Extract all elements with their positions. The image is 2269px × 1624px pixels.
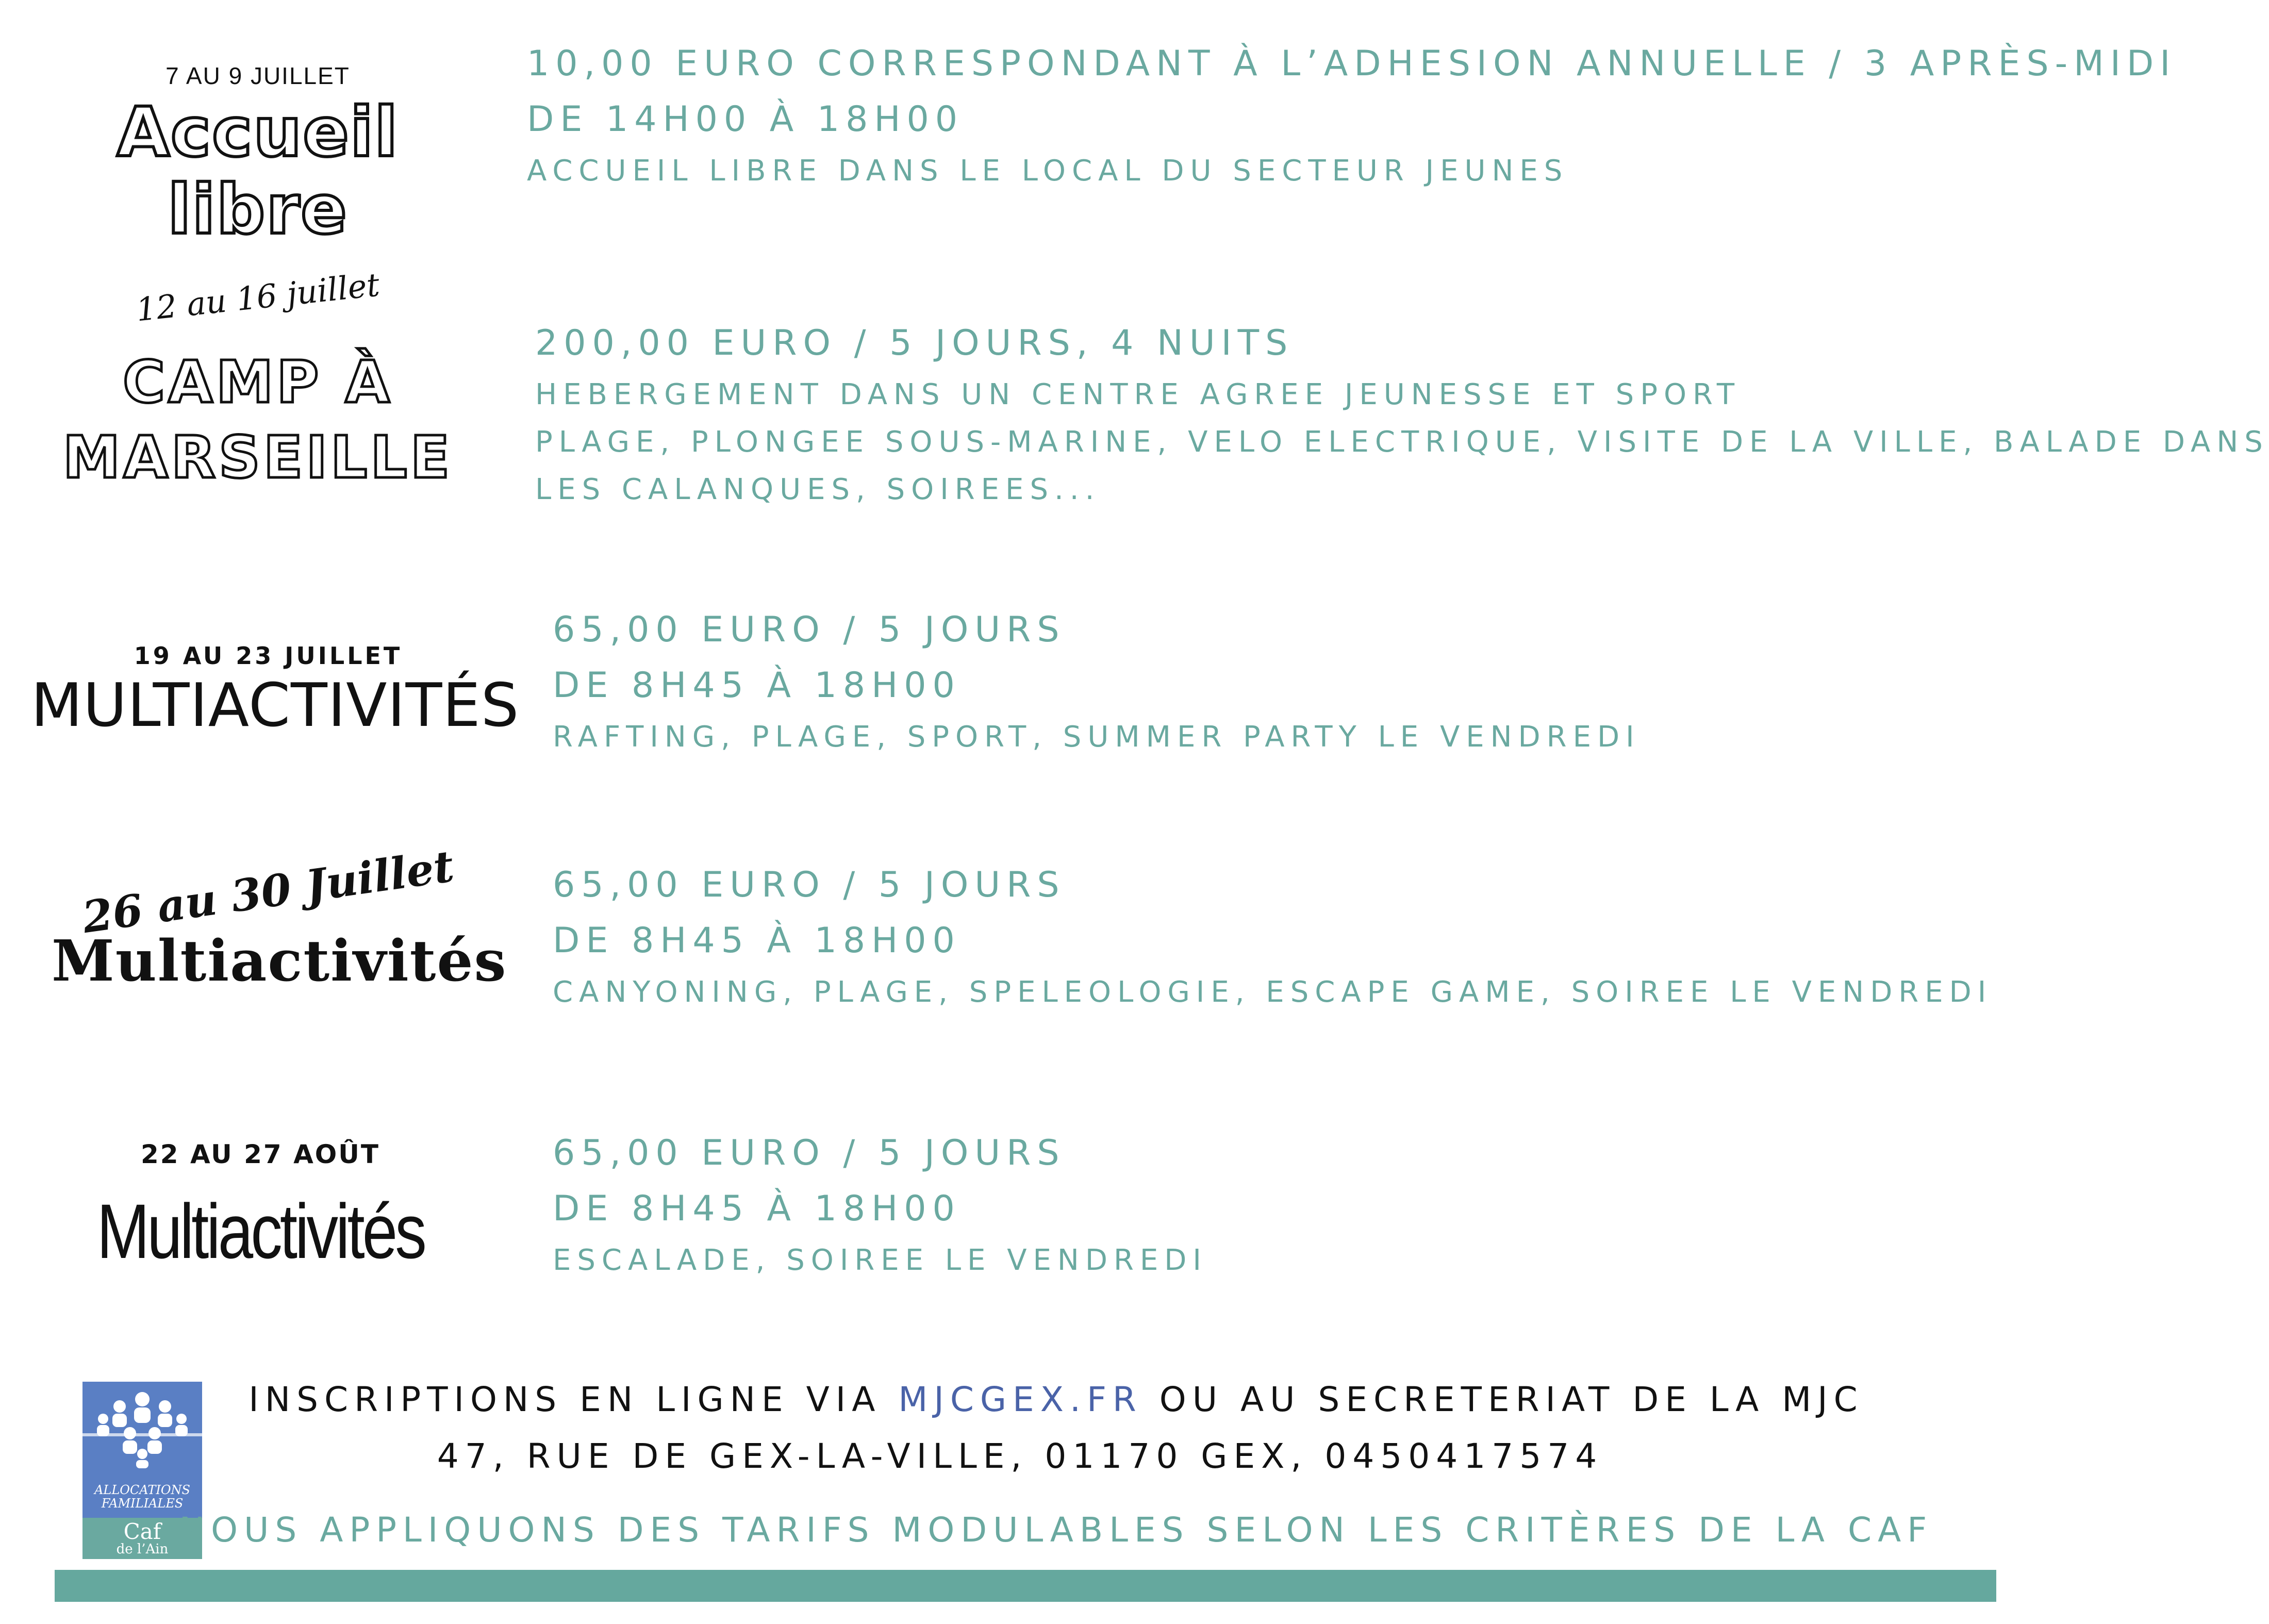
activity-1-description: ACCUEIL LIBRE DANS LE LOCAL DU SECTEUR JEUNES — [527, 154, 1569, 188]
footer-line-1-prefix: INSCRIPTIONS EN LIGNE VIA — [249, 1380, 899, 1419]
activity-4-description: CANYONING, PLAGE, SPELEOLOGIE, ESCAPE GAME, SOIREE LE VENDREDI — [553, 975, 1993, 1009]
activity-1-details — [527, 36, 2176, 195]
footer-line-1 — [41, 1371, 2071, 1428]
activity-1-title: Accueil libre — [117, 93, 399, 250]
activity-1-date: 7 AU 9 JUILLET — [165, 62, 350, 89]
activity-3-hours: DE 8H45 À 18H00 — [553, 665, 961, 706]
caf-label-line1: ALLOCATIONS — [94, 1483, 190, 1497]
activity-3-heading — [31, 642, 520, 742]
activity-1-price: 10,00 EURO CORRESPONDANT À L’ADHESION ANNUELLE / 3 APRÈS-MIDI — [527, 43, 2177, 84]
activity-4-price: 65,00 EURO / 5 JOURS — [553, 865, 1066, 905]
activity-3-details — [553, 602, 1641, 761]
activity-4-hours: DE 8H45 À 18H00 — [553, 920, 961, 961]
activity-3-date: 19 AU 23 JUILLET — [134, 642, 403, 670]
activity-4-title: Multiactivités — [52, 927, 507, 994]
activity-5-description: ESCALADE, SOIREE LE VENDREDI — [553, 1244, 1207, 1277]
activity-5-hours: DE 8H45 À 18H00 — [553, 1188, 961, 1229]
activity-4-heading — [52, 840, 507, 995]
activity-2-description-1: PLAGE, PLONGEE SOUS-MARINE, VELO ELECTRIQUE, VISITE DE LA VILLE, BALADE DANS — [535, 425, 2269, 459]
activity-3-description: RAFTING, PLAGE, SPORT, SUMMER PARTY LE VENDREDI — [553, 720, 1641, 754]
activity-5-date: 22 AU 27 AOÛT — [140, 1139, 380, 1169]
activity-4-date: 26 au 30 Juillet — [79, 840, 457, 943]
activity-5-details — [553, 1125, 1207, 1284]
activity-2-accommodation: HEBERGEMENT DANS UN CENTRE AGREE JEUNESSE ET SPORT — [535, 378, 1741, 411]
footer-bar — [55, 1570, 1996, 1602]
activity-2-title-line1: CAMP À — [122, 349, 393, 416]
mjcgex-link[interactable]: MJCGEX.FR — [898, 1380, 1142, 1419]
activity-5-price: 65,00 EURO / 5 JOURS — [553, 1133, 1066, 1173]
activity-3-title: MULTIACTIVITÉS — [31, 671, 520, 740]
caf-name: Caf — [123, 1519, 161, 1544]
caf-label-line2: FAMILIALES — [101, 1496, 184, 1511]
activity-4-details — [553, 857, 1992, 1016]
activity-3-price: 65,00 EURO / 5 JOURS — [553, 609, 1066, 650]
footer-note: NOUS APPLIQUONS DES TARIFS MODULABLES SELON LES CRITÈRES DE LA CAF — [179, 1510, 1933, 1550]
activity-2-heading — [52, 266, 464, 495]
footer-line-1-suffix: OU AU SECRETERIAT DE LA MJC — [1142, 1380, 1864, 1419]
activity-2-details — [535, 316, 2269, 513]
activity-2-description-2: LES CALANQUES, SOIREES... — [535, 473, 1101, 506]
footer-address: 47, RUE DE GEX-LA-VILLE, 01170 GEX, 0450417574 — [437, 1436, 1603, 1476]
activity-2-date: 12 au 16 juillet — [134, 266, 382, 329]
activity-2-title-line2: MARSEILLE — [62, 424, 453, 491]
activity-1-heading — [46, 62, 469, 248]
activity-5-heading — [46, 1139, 474, 1278]
caf-sub: de l’Ain — [116, 1542, 169, 1557]
activity-5-title: Multiactivités — [96, 1188, 424, 1274]
activity-1-hours: DE 14H00 À 18H00 — [527, 99, 964, 140]
activity-2-price: 200,00 EURO / 5 JOURS, 4 NUITS — [535, 323, 1294, 363]
